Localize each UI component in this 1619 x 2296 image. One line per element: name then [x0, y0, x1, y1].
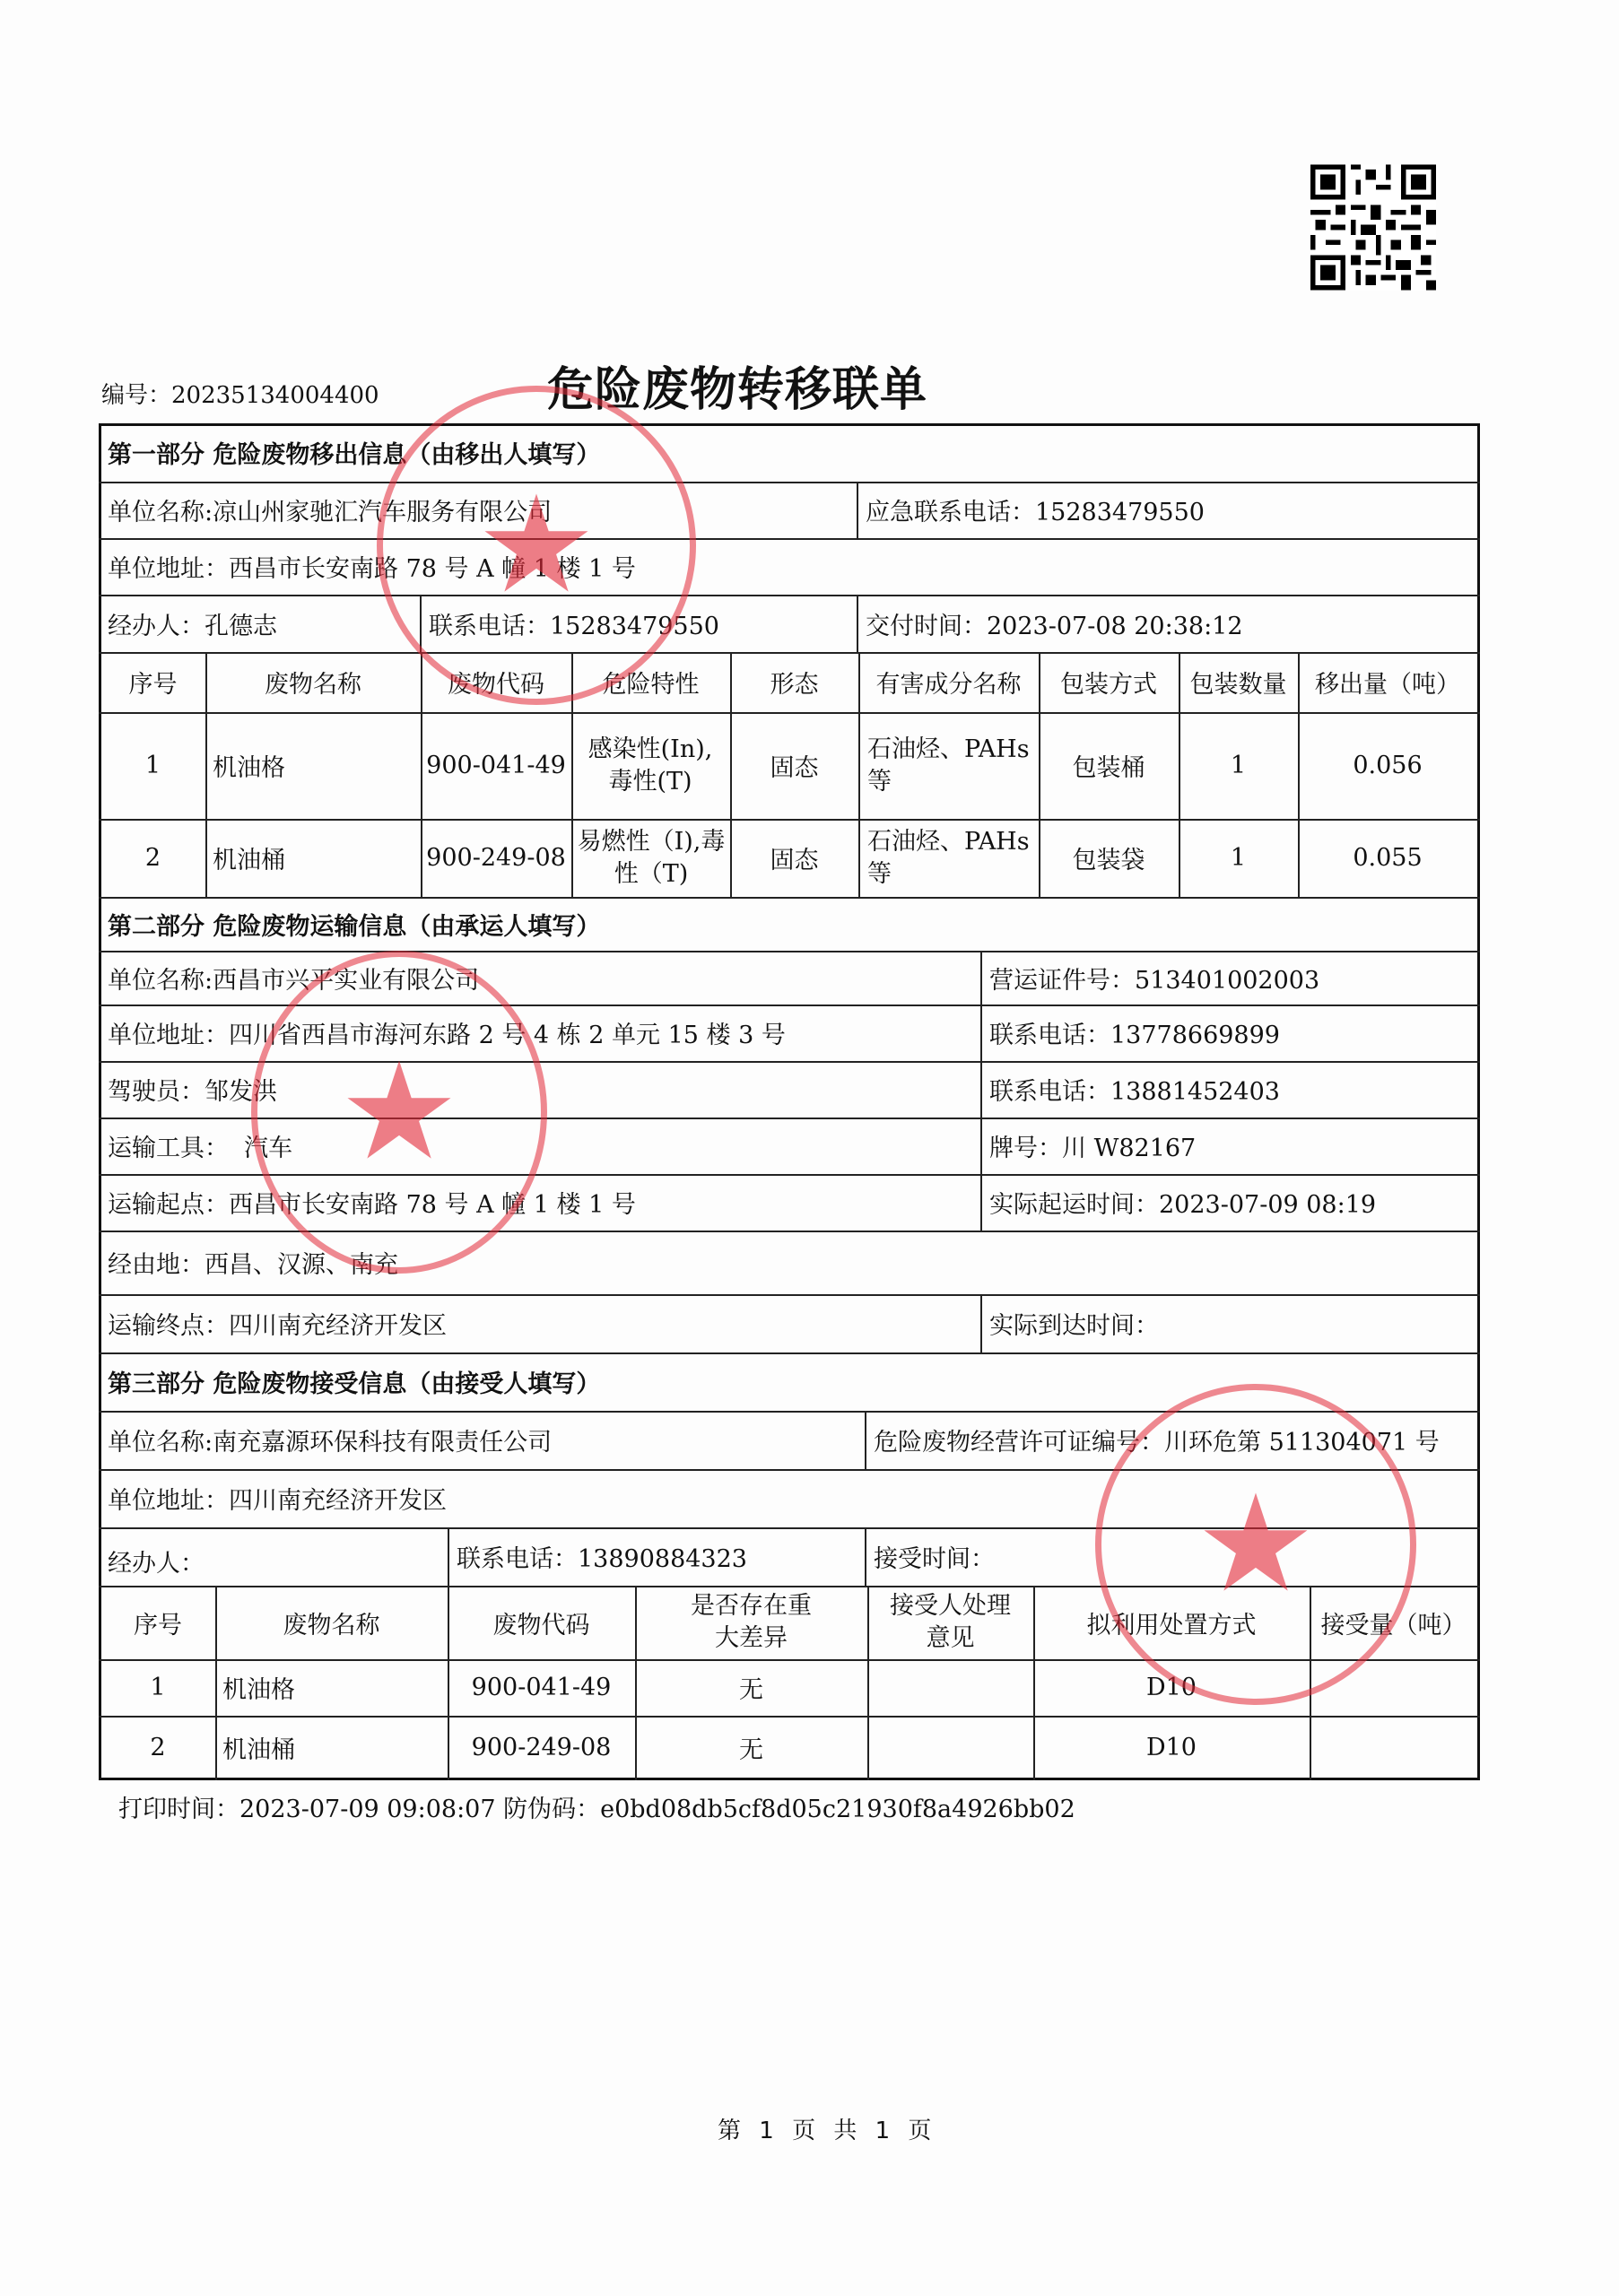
row1-qty: 1 — [1230, 752, 1247, 779]
p3-row2-no: 2 — [150, 1733, 166, 1761]
row1-name: 机油格 — [213, 754, 285, 782]
p3-row2-amount — [1310, 1716, 1477, 1779]
print-info: 打印时间：2023-07-09 09:08:07 防伪码：e0bd08db5cf8d05c21930f8a4926bb02 — [118, 1796, 1075, 1823]
row1-packaging: 包装桶 — [1072, 754, 1145, 782]
part2-contact-phone-1: 联系电话：13778669899 — [989, 1022, 1280, 1049]
col-header-waste-name: 废物名称 — [265, 671, 361, 699]
p3-row2-difference: 无 — [739, 1735, 763, 1764]
part2-driver: 驾驶员：邹发洪 — [108, 1078, 277, 1106]
part1-handler: 经办人：孔德志 — [108, 612, 277, 640]
part2-contact-phone-2: 联系电话：13881452403 — [989, 1078, 1280, 1106]
col-header-form: 形态 — [770, 671, 819, 699]
part3-header: 第三部分 危险废物接受信息（由接受人填写） — [108, 1370, 601, 1398]
row2-amount: 0.055 — [1353, 844, 1423, 872]
col-header-components: 有害成分名称 — [875, 671, 1022, 699]
p3-col-header-amount: 接受量（吨） — [1320, 1611, 1467, 1639]
p3-row2-code: 900-249-08 — [471, 1733, 612, 1761]
row1-code: 900-041-49 — [426, 752, 566, 779]
part1-header: 第一部分 危险废物移出信息（由移出人填写） — [108, 441, 601, 469]
row2-form: 固态 — [770, 847, 819, 874]
part2-origin: 运输起点：西昌市长安南路 78 号 A 幢 1 楼 1 号 — [108, 1191, 636, 1219]
p3-col-header-waste-code: 废物代码 — [492, 1611, 590, 1639]
p3-row2-opinion — [867, 1716, 1033, 1779]
p3-row1-no: 1 — [150, 1674, 166, 1701]
part3-permit-no: 危险废物经营许可证编号：川环危第 511304071 号 — [874, 1429, 1440, 1457]
row2-components: 石油烃、PAHs等 — [867, 827, 1030, 888]
p3-row1-method: D10 — [1145, 1674, 1197, 1701]
col-header-amount: 移出量（吨） — [1315, 671, 1460, 699]
row2-packaging: 包装袋 — [1072, 847, 1145, 874]
p3-col-header-waste-name: 废物名称 — [283, 1611, 380, 1639]
col-header-packaging: 包装方式 — [1060, 671, 1157, 699]
col-header-qty: 包装数量 — [1189, 671, 1287, 699]
row1-form: 固态 — [770, 754, 819, 782]
row1-amount: 0.056 — [1353, 752, 1423, 779]
part2-license-no: 营运证件号：513401002003 — [989, 966, 1320, 995]
p3-row1-difference: 无 — [739, 1676, 763, 1704]
part1-contact-phone: 联系电话：15283479550 — [429, 612, 719, 640]
part1-emergency-phone: 应急联系电话：15283479550 — [866, 499, 1205, 526]
col-header-hazard: 危险特性 — [602, 671, 700, 699]
row2-code: 900-249-08 — [426, 844, 566, 872]
p3-row1-amount — [1310, 1659, 1477, 1716]
part1-unit-address: 单位地址：西昌市长安南路 78 号 A 幢 1 楼 1 号 — [108, 555, 636, 583]
part2-unit-name: 单位名称:西昌市兴平实业有限公司 — [108, 966, 480, 995]
p3-row2-name: 机油桶 — [222, 1735, 295, 1764]
star-icon: ★ — [338, 1034, 460, 1190]
p3-row2-method: D10 — [1145, 1733, 1197, 1761]
star-icon: ★ — [475, 467, 597, 623]
row2-name: 机油桶 — [213, 847, 285, 874]
part2-header: 第二部分 危险废物运输信息（由承运人填写） — [108, 912, 601, 941]
star-icon: ★ — [1195, 1466, 1317, 1622]
p3-row1-code: 900-041-49 — [471, 1674, 612, 1701]
page-number: 第 1 页 共 1 页 — [718, 2118, 937, 2144]
part2-via: 经由地：西昌、汉源、南充 — [108, 1251, 398, 1279]
col-header-waste-code: 废物代码 — [448, 671, 544, 699]
row1-no: 1 — [144, 752, 161, 779]
p3-col-header-opinion: 接受人处理意见 — [890, 1592, 1011, 1652]
part2-unit-address: 单位地址：四川省西昌市海河东路 2 号 4 栋 2 单元 15 楼 3 号 — [108, 1022, 786, 1049]
part2-departure-time: 实际起运时间：2023-07-09 08:19 — [989, 1191, 1377, 1219]
p3-col-header-method: 拟利用处置方式 — [1086, 1611, 1257, 1639]
row1-components: 石油烃、PAHs等 — [867, 735, 1030, 796]
part2-plate: 牌号：川 W82167 — [989, 1135, 1197, 1162]
part2-arrival-time: 实际到达时间： — [989, 1312, 1159, 1340]
part3-handler: 经办人： — [108, 1550, 205, 1578]
qr-code — [1310, 164, 1436, 291]
row2-no: 2 — [144, 844, 161, 872]
part3-receive-time: 接受时间： — [874, 1545, 995, 1573]
part2-destination: 运输终点：四川南充经济开发区 — [108, 1312, 447, 1340]
p3-col-header-no: 序号 — [134, 1611, 182, 1639]
document-number: 编号：20235134004400 — [101, 382, 379, 409]
p3-col-header-difference: 是否存在重大差异 — [691, 1592, 812, 1652]
part3-contact-phone: 联系电话：13890884323 — [457, 1545, 747, 1573]
page-title: 危险废物转移联单 — [547, 363, 928, 417]
part3-unit-name: 单位名称:南充嘉源环保科技有限责任公司 — [108, 1429, 553, 1457]
row2-qty: 1 — [1230, 844, 1247, 872]
col-header-no: 序号 — [128, 671, 178, 699]
p3-row1-name: 机油格 — [222, 1676, 295, 1704]
part2-vehicle: 运输工具： 汽车 — [108, 1135, 293, 1162]
p3-row1-opinion — [867, 1659, 1033, 1716]
row2-hazard: 易燃性（I),毒性（T) — [577, 827, 726, 888]
row1-hazard: 感染性(In),毒性(T) — [588, 735, 713, 796]
part3-unit-address: 单位地址：四川南充经济开发区 — [108, 1487, 447, 1515]
part1-delivery-time: 交付时间：2023-07-08 20:38:12 — [866, 612, 1243, 640]
part1-unit-name: 单位名称:凉山州家驰汇汽车服务有限公司 — [108, 499, 553, 526]
